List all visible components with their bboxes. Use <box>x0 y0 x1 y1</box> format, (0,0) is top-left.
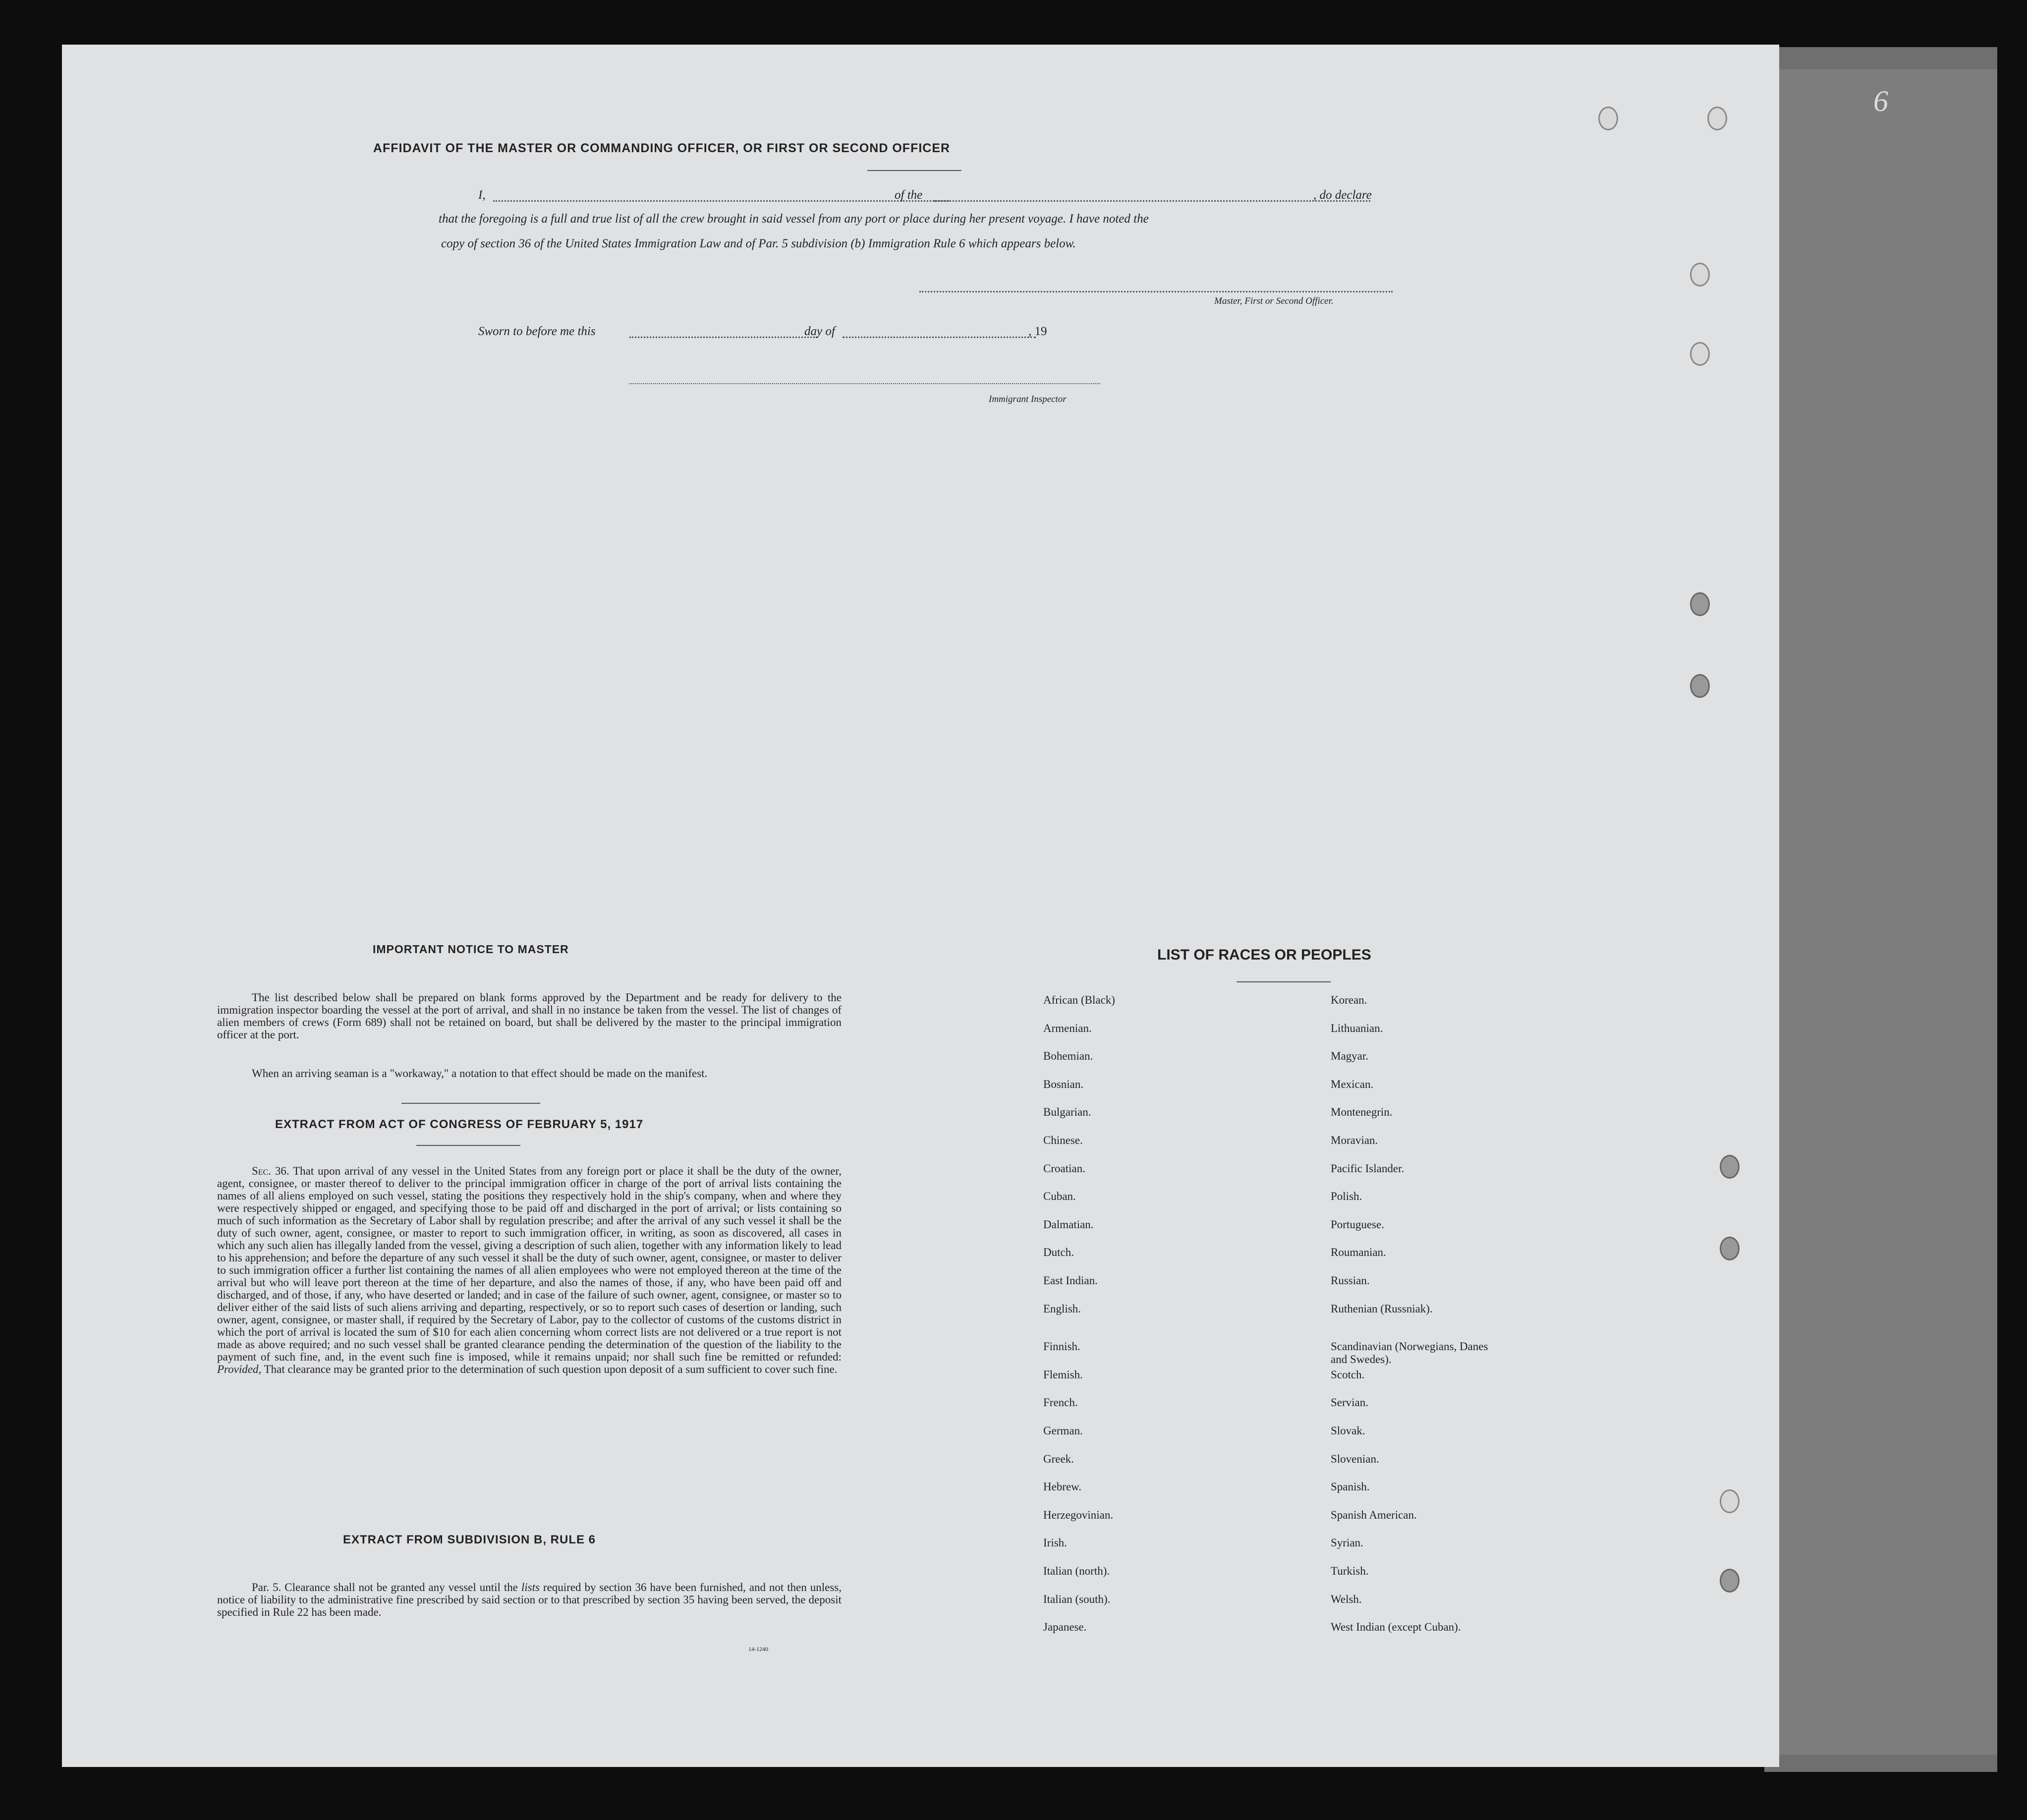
notice-para2-text: When an arriving seaman is a "workaway," a notation to that effect should be made on the manifest. <box>252 1067 708 1080</box>
punch-hole <box>1720 1155 1740 1179</box>
right-12: Scandinavian (Norwegians, Danes and Swedes). <box>1331 1340 1488 1366</box>
form-page <box>62 45 1779 1767</box>
name-blank <box>493 200 949 202</box>
provided-word: Provided, <box>217 1363 262 1375</box>
left-15: German. <box>1043 1424 1083 1437</box>
right-18: Spanish American. <box>1331 1508 1417 1521</box>
left-18: Herzegovinian. <box>1043 1508 1114 1521</box>
sworn-day-blank <box>629 337 818 338</box>
punch-hole <box>1720 1237 1740 1260</box>
rule-text-b: required by section 36 have been furnished, and not then unless, notice of liability to the administrative fine prescribed by said section or to that prescribed by section 35 having been served, the deposit specified in Rule 22 has been made. <box>217 1581 842 1618</box>
divider <box>416 1145 520 1146</box>
left-6: Croatian. <box>1043 1162 1085 1175</box>
signature-blank <box>919 291 1393 292</box>
punch-hole <box>1720 1489 1740 1513</box>
right-15: Slovak. <box>1331 1424 1365 1437</box>
punch-hole <box>1690 592 1710 616</box>
right-7: Polish. <box>1331 1190 1362 1203</box>
punch-hole <box>1598 107 1618 130</box>
right-4: Montenegrin. <box>1331 1106 1393 1119</box>
left-3: Bosnian. <box>1043 1078 1084 1090</box>
left-8: Dalmatian. <box>1043 1218 1094 1231</box>
punch-hole <box>1690 342 1710 366</box>
notice-para1-text: The list described below shall be prepared on blank forms approved by the Department and be ready for delivery to the immigration inspector boarding the vessel at the port of arrival, and shall in no instance be taken from the vessel. The list of changes of alien members of crews (Form 689) shall not be retained on board, but shall be delivered by the master to the principal immigration officer at the port. <box>217 991 842 1041</box>
right-22: West Indian (except Cuban). <box>1331 1621 1461 1634</box>
left-19: Irish. <box>1043 1536 1067 1549</box>
form-code: 14-1240 <box>748 1646 768 1652</box>
right-21: Welsh. <box>1331 1592 1362 1605</box>
inspector-label: Immigrant Inspector <box>989 394 1067 404</box>
right-0: Korean. <box>1331 994 1367 1006</box>
section-text: That upon arrival of any vessel in the United States from any foreign port or place it shall be the duty of the owner, agent, consignee, or master thereof to deliver to the principal immigration officer in charge of the port of arrival lists containing the names of all aliens employed on such vessel, stating the positions they respectively hold in the ship's company, when and where they were respectively shipped or engaged, and specifying those to be paid off and discharged in the port of arrival; or lists containing so much of such information as the Secretary of Labor shall by regulation prescribe; and after the arrival of any such vessel it shall be the duty of such owner, agent, consignee, or master to report to such immigration officer, in writing, as soon as discovered, all cases in which any such alien has illegally landed from the vessel, giving a description of such alien, together with any information likely to lead to his apprehension; and before the departure of any such vessel it shall be the duty of such owner, agent, consignee, or master to deliver to such immigration officer a further list containing the names of all alien employees who were not employed thereon at the time of the arrival but who will leave port thereon at the time of her departure, and also the names of those, if any, who have been paid off and discharged, and of those, if any, who have deserted or landed; and in case of the failure of such owner, agent, consignee, or master so to deliver either of the said lists of such aliens arriving and departing, respectively, or so to report such cases of desertion or landing, such owner, agent, consignee, or master shall, if required by the Secretary of Labor, pay to the collector of customs of the customs district in which the port of arrival is located the sum of $10 for each alien concerning whom correct lists are not delivered or a true report is not made as above required; and no such vessel shall be granted clearance pending the determination of the question of the liability to the payment of such fine, and, in the event such fine is imposed, while it remains unpaid; nor shall such fine be remitted or refunded: <box>217 1165 842 1363</box>
right-11: Ruthenian (Russniak). <box>1331 1302 1433 1315</box>
right-10: Russian. <box>1331 1274 1370 1287</box>
right-13: Scotch. <box>1331 1368 1365 1381</box>
left-22: Japanese. <box>1043 1621 1087 1634</box>
left-7: Cuban. <box>1043 1190 1076 1203</box>
left-2: Bohemian. <box>1043 1050 1093 1063</box>
affidavit-title: AFFIDAVIT OF THE MASTER OR COMMANDING OFFICER, OR FIRST OR SECOND OFFICER <box>373 141 951 155</box>
rule-text-a: Par. 5. Clearance shall not be granted any vessel until the <box>252 1581 518 1593</box>
left-10: East Indian. <box>1043 1274 1098 1287</box>
left-11: English. <box>1043 1302 1081 1315</box>
affidavit-line3: copy of section 36 of the United States Immigration Law and of Par. 5 subdivision (b) Immigration Rule 6 which appears below. <box>441 237 1076 250</box>
right-16: Slovenian. <box>1331 1452 1379 1465</box>
page-number: 6 <box>1873 85 1888 117</box>
extract-rule-title: EXTRACT FROM SUBDIVISION B, RULE 6 <box>343 1533 596 1546</box>
left-9: Dutch. <box>1043 1246 1074 1259</box>
divider <box>867 170 961 171</box>
divider <box>1237 981 1331 982</box>
affidavit-i-label: I, <box>478 188 486 202</box>
left-1: Armenian. <box>1043 1022 1092 1034</box>
left-13: Flemish. <box>1043 1368 1083 1381</box>
affidavit-line2: that the foregoing is a full and true list of all the crew brought in said vessel from any port or place during her present voyage. I have noted the <box>439 212 1149 226</box>
races-title: LIST OF RACES OR PEOPLES <box>1157 947 1371 963</box>
right-6: Pacific Islander. <box>1331 1162 1405 1175</box>
section-text-end: That clearance may be granted prior to the determination of such question upon deposit of a sum sufficient to cover such fine. <box>264 1363 838 1375</box>
affidavit-of-the-label: of the <box>895 188 923 202</box>
right-20: Turkish. <box>1331 1565 1369 1577</box>
lists-word: lists <box>521 1581 540 1593</box>
right-19: Syrian. <box>1331 1536 1363 1549</box>
inspector-line <box>629 383 1100 384</box>
sworn-day-of: day of <box>804 325 835 338</box>
right-17: Spanish. <box>1331 1480 1370 1493</box>
extract-act-text <box>217 1165 842 1375</box>
punch-hole <box>1707 107 1727 130</box>
left-20: Italian (north). <box>1043 1565 1110 1577</box>
vessel-blank <box>934 200 1370 202</box>
signature-label: Master, First or Second Officer. <box>1214 296 1334 306</box>
section-label: Sec. 36. <box>252 1165 289 1177</box>
left-21: Italian (south). <box>1043 1592 1111 1605</box>
right-9: Roumanian. <box>1331 1246 1386 1259</box>
right-8: Portuguese. <box>1331 1218 1384 1231</box>
right-1: Lithuanian. <box>1331 1022 1383 1034</box>
sworn-prefix: Sworn to before me this <box>478 325 596 338</box>
punch-hole <box>1720 1569 1740 1592</box>
right-3: Mexican. <box>1331 1078 1374 1090</box>
left-12: Finnish. <box>1043 1340 1080 1353</box>
underlying-page-shadow <box>1779 69 1997 1755</box>
affidavit-declare-label: , do declare <box>1313 188 1372 202</box>
notice-title: IMPORTANT NOTICE TO MASTER <box>373 943 569 956</box>
extract-rule-text <box>217 1581 842 1618</box>
right-14: Servian. <box>1331 1396 1369 1409</box>
notice-para2 <box>217 1067 842 1080</box>
divider <box>401 1103 540 1104</box>
left-0: African (Black) <box>1043 994 1115 1006</box>
right-5: Moravian. <box>1331 1134 1378 1146</box>
punch-hole <box>1690 674 1710 698</box>
left-14: French. <box>1043 1396 1078 1409</box>
left-4: Bulgarian. <box>1043 1106 1091 1119</box>
punch-hole <box>1690 263 1710 286</box>
left-17: Hebrew. <box>1043 1480 1082 1493</box>
extract-act-title: EXTRACT FROM ACT OF CONGRESS OF FEBRUARY 5, 1917 <box>275 1118 644 1131</box>
left-5: Chinese. <box>1043 1134 1083 1146</box>
right-2: Magyar. <box>1331 1050 1369 1063</box>
sworn-month-blank <box>843 337 1036 338</box>
left-16: Greek. <box>1043 1452 1074 1465</box>
sworn-year: , 19 <box>1028 325 1047 338</box>
notice-para1 <box>217 991 842 1041</box>
